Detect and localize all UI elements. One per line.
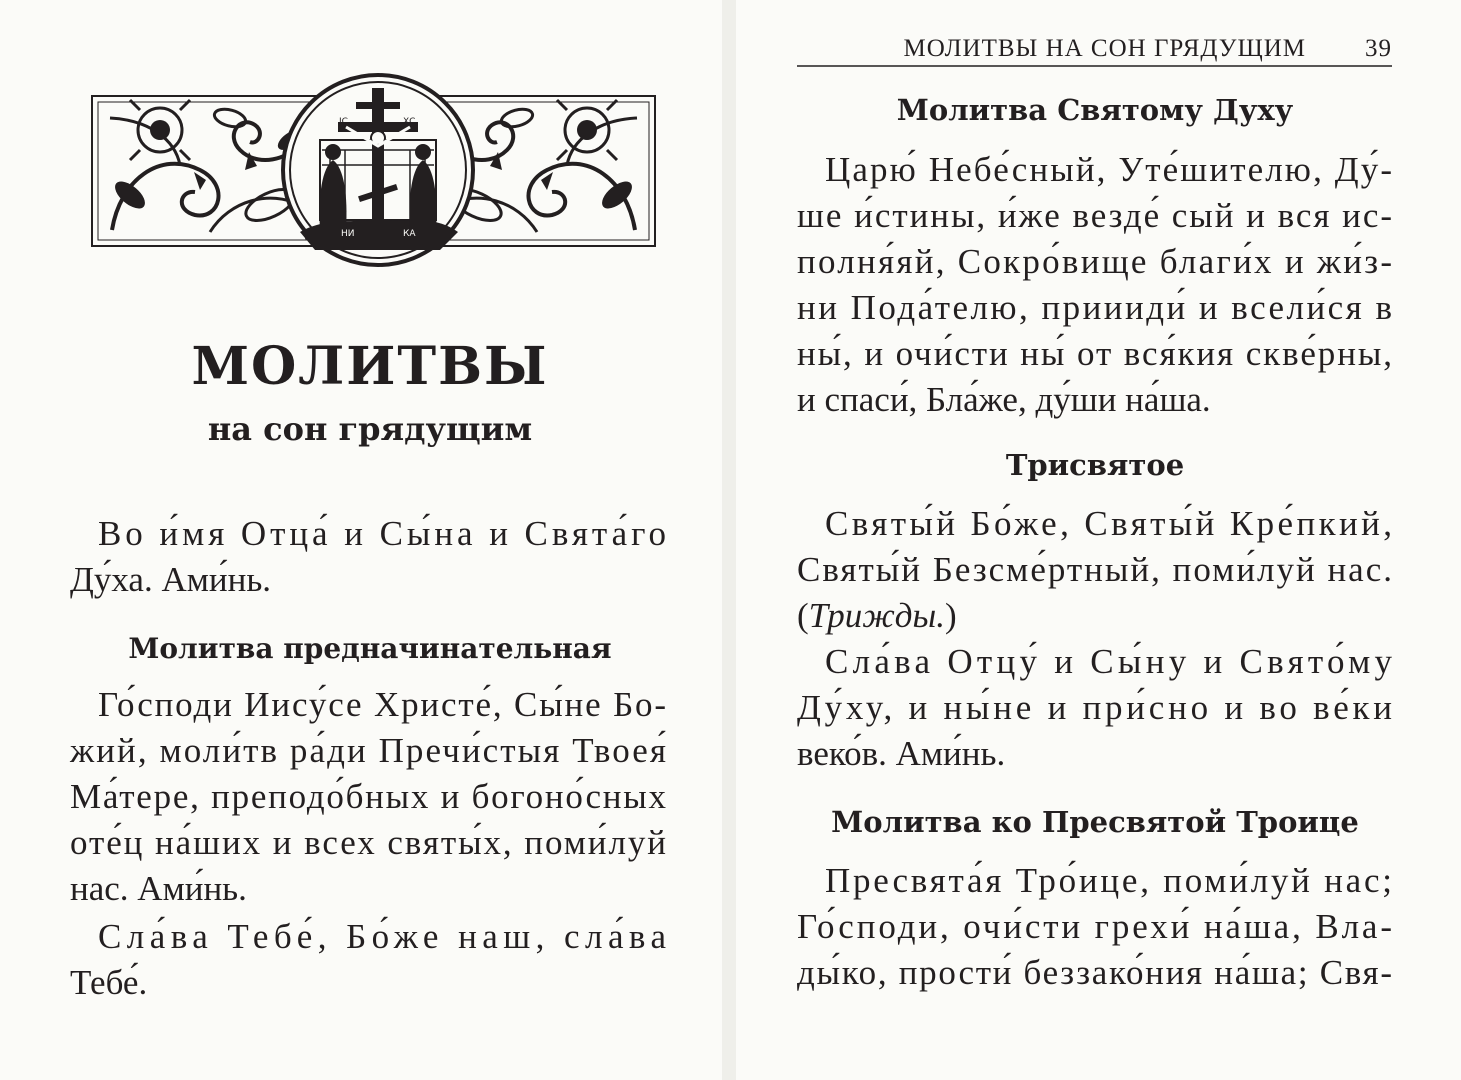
prayer1-line-1: Го́споди Иису́се Христе́, Сы́не Бо- — [98, 685, 666, 724]
page-number: 39 — [1365, 35, 1392, 62]
label-ni: НИ — [341, 229, 355, 239]
label-xc: ХС — [403, 117, 416, 127]
gutter — [722, 0, 736, 1080]
prayer-heading-trinity: Молитва ко Пресвятой Троице — [831, 805, 1359, 839]
trisagion-rubric: (Трижды.) — [797, 596, 957, 635]
label-ka: КА — [403, 229, 416, 239]
crucifixion-medallion — [283, 75, 473, 265]
holy-spirit-line-3: полня́яй, Сокро́вище благи́х и жи́з- — [797, 242, 1392, 281]
prayer1-line-5: нас. Ами́нь. — [70, 869, 247, 908]
trisagion-glory-line-2: Ду́ху, и ны́не и при́сно и во ве́ки — [797, 688, 1392, 727]
trisagion-line-1: Святы́й Бо́же, Святы́й Кре́пкий, — [825, 504, 1392, 543]
cross-icon — [372, 88, 384, 238]
holy-spirit-line-4: ни Пода́телю, приииди́ и всели́ся в — [797, 288, 1392, 327]
label-ic: ІС — [339, 117, 348, 127]
trinity-line-2: Го́споди, очи́сти грехи́ на́ша, Вла- — [797, 907, 1392, 946]
holy-spirit-line-5: ны́, и очи́сти ны́ от вся́кия скве́рны, — [797, 334, 1392, 373]
trisagion-line-2: Святы́й Безсме́ртный, поми́луй нас. — [797, 550, 1392, 589]
prayer1-line-2: жий, моли́тв ра́ди Пречи́стыя Твоея́ — [70, 731, 666, 770]
intro-line-2: Ду́ха. Ами́нь. — [70, 560, 272, 599]
trinity-line-3: ды́ко, прости́ беззако́ния на́ша; Свя- — [797, 953, 1392, 992]
holy-spirit-line-6: и спаси́, Бла́же, ду́ши на́ша. — [797, 380, 1211, 419]
trisagion-glory-line-1: Сла́ва Отцу́ и Сы́ну и Свято́му — [825, 642, 1392, 681]
trisagion-glory-line-3: веко́в. Ами́нь. — [797, 734, 1006, 773]
prayer-heading-preparatory: Молитва предначинательная — [128, 632, 612, 665]
prayer-heading-trisagion: Трисвятое — [1005, 448, 1185, 482]
holy-spirit-line-1: Царю́ Небе́сный, Уте́шителю, Ду́- — [825, 150, 1392, 189]
glory-line-1: Сла́ва Тебе́, Бо́же наш, сла́ва — [98, 917, 666, 956]
page-title: МОЛИТВЫ — [191, 336, 549, 397]
prayer-heading-holy-spirit: Молитва Святому Духу — [896, 93, 1294, 127]
prayer1-line-3: Ма́тере, преподо́бных и богоно́сных — [70, 777, 666, 816]
running-head: МОЛИТВЫ НА СОН ГРЯДУЩИМ — [903, 35, 1306, 62]
holy-spirit-line-2: ше и́стины, и́же везде́ сый и вся ис- — [797, 196, 1392, 235]
intro-line-1: Во и́мя Отца́ и Сы́на и Свята́го — [98, 514, 666, 553]
trinity-line-1: Пресвята́я Тро́ице, поми́луй нас; — [825, 861, 1392, 900]
prayer1-line-4: оте́ц на́ших и всех святы́х, поми́луй — [70, 823, 666, 862]
glory-line-2: Тебе́. — [70, 963, 148, 1002]
page-subtitle: на сон грядущим — [207, 410, 533, 448]
